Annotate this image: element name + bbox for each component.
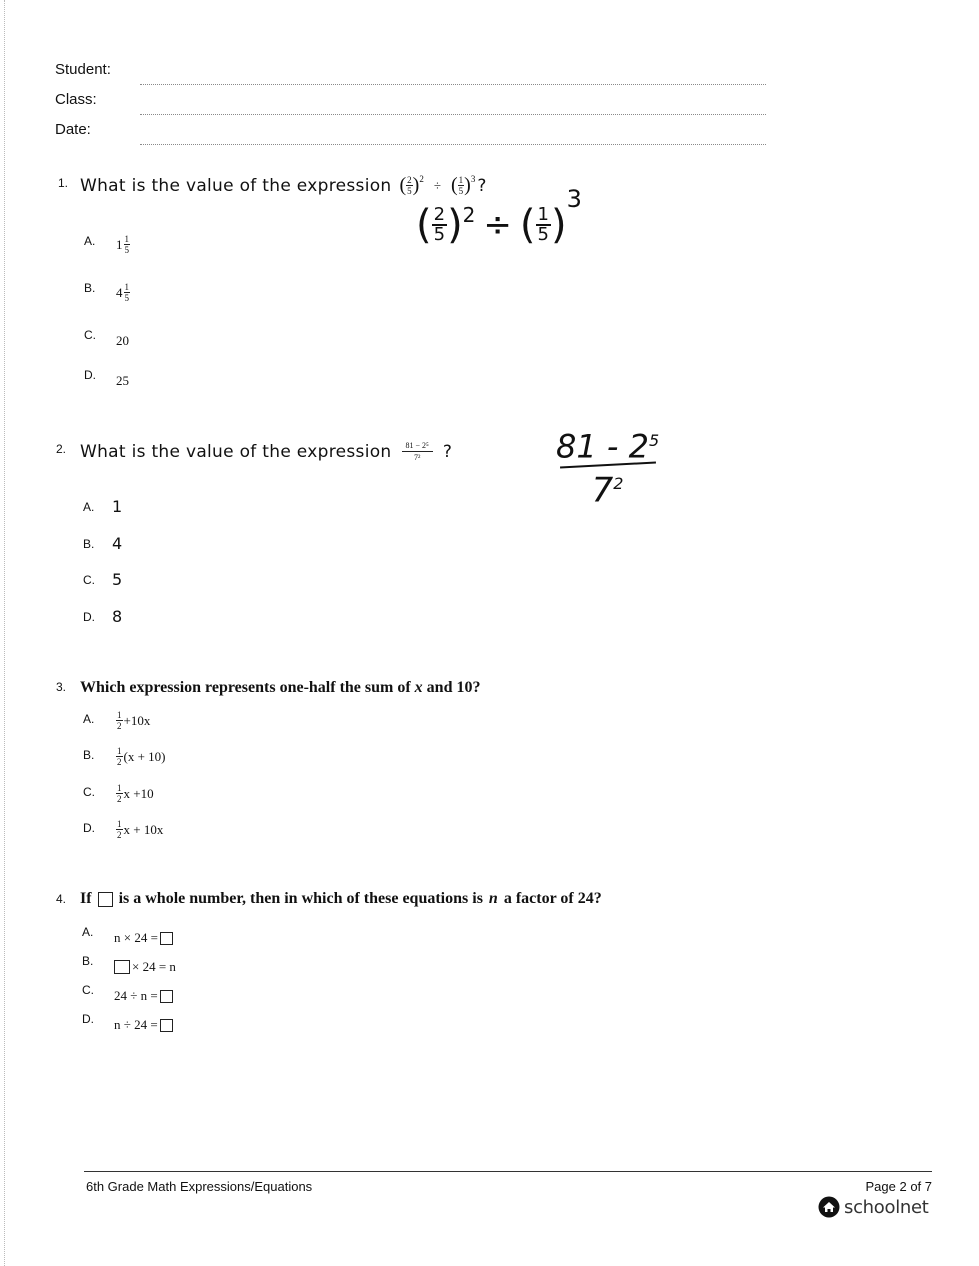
q2-handwritten-work: $81 - 2^5$ $7^2$: [556, 427, 660, 510]
q1-option-c-value: 20: [116, 333, 129, 348]
question-3-text: Which expression represents one-half the sum of x and 10?: [80, 679, 481, 696]
q3-option-a-letter: A.: [83, 712, 95, 726]
q2-option-a-value: 1: [112, 497, 123, 516]
q3-option-d-letter: D.: [83, 821, 95, 835]
q2-option-c-value: 5: [112, 570, 123, 589]
q4-option-c-letter: C.: [82, 983, 94, 997]
student-label: Student:: [55, 61, 111, 78]
q1-option-b-value: 4 $\frac{1}{5}$: [116, 282, 129, 303]
empty-box-icon: [160, 932, 173, 945]
q3-option-c-letter: C.: [83, 785, 95, 799]
q2-option-a-letter: A.: [83, 500, 95, 514]
q4-option-d-value: n ÷ 24 =: [114, 1017, 173, 1033]
q2-option-d-value: 8: [112, 607, 123, 626]
scan-margin-line: [4, 0, 5, 1266]
schoolnet-house-icon: [818, 1196, 840, 1218]
footer-rule: [84, 1171, 932, 1172]
question-4-number: 4.: [56, 892, 67, 906]
q4-option-b-value: × 24 = n: [114, 959, 176, 975]
question-2-text: What is the value of the expression: [80, 441, 392, 462]
q3-option-d-value: $\frac{1}{2}$ x + 10x: [117, 819, 164, 840]
q3-option-b-value: $\frac{1}{2}$ (x + 10): [117, 746, 166, 767]
q4-option-d-letter: D.: [82, 1012, 94, 1026]
question-1-stem: [80, 174, 487, 197]
empty-box-icon: [114, 960, 130, 974]
q2-option-b-value: 4: [112, 534, 123, 553]
q4-option-a-letter: A.: [82, 925, 94, 939]
q2-option-b-letter: B.: [83, 537, 95, 551]
q4-option-c-value: 24 ÷ n =: [114, 988, 173, 1004]
q4-option-a-value: n × 24 =: [114, 930, 173, 946]
q1-option-c-letter: C.: [84, 328, 96, 342]
question-3-number: 3.: [56, 680, 67, 694]
q3-option-b-letter: B.: [83, 748, 95, 762]
schoolnet-wordmark: schoolnet: [844, 1196, 929, 1218]
question-1-expression: ( $\frac{2}{5}$ ) $^2$ ÷ ( $\frac{1}{5}$ ) $^3$ ?: [399, 174, 487, 196]
question-2-number: 2.: [56, 442, 67, 456]
question-4-text: If is a whole number, then in which of these equations is n a factor of 24?: [80, 890, 602, 907]
q4-option-b-letter: B.: [82, 954, 94, 968]
footer-title: 6th Grade Math Expressions/Equations: [86, 1179, 313, 1194]
footer-page-number: Page 2 of 7: [865, 1179, 932, 1194]
q1-option-d-value: 25: [116, 373, 129, 388]
empty-box-icon: [98, 892, 113, 907]
empty-box-icon: [160, 990, 173, 1003]
class-line: [140, 114, 766, 115]
date-line: [140, 144, 766, 145]
class-label: Class:: [55, 91, 97, 108]
q1-option-a-letter: A.: [84, 234, 96, 248]
q1-option-b-letter: B.: [84, 281, 96, 295]
q1-handwritten-work: ( 2 5 ) $^2$ ÷ ( 1 5 ) $^3$: [416, 185, 582, 248]
date-label: Date:: [55, 121, 91, 138]
q3-option-a-value: $\frac{1}{2}$ +10x: [117, 710, 151, 731]
q3-option-c-value: $\frac{1}{2}$ x +10: [117, 783, 154, 804]
q1-option-d-letter: D.: [84, 368, 96, 382]
q1-option-a-value: 1 $\frac{1}{5}$: [116, 234, 129, 255]
q2-option-d-letter: D.: [83, 610, 95, 624]
question-1-number: 1.: [58, 176, 69, 190]
student-line: [140, 84, 766, 85]
question-2-stem: What is the value of the expression $\frac{\text{81 − 2⁵}}{\text{7²}}$ ?: [80, 441, 453, 462]
empty-box-icon: [160, 1019, 173, 1032]
question-2-expression: $\frac{\text{81 − 2⁵}}{\text{7²}}$: [402, 440, 433, 463]
q2-option-c-letter: C.: [83, 573, 95, 587]
schoolnet-logo: [818, 1196, 929, 1218]
question-1-text: What is the value of the expression: [80, 175, 392, 196]
